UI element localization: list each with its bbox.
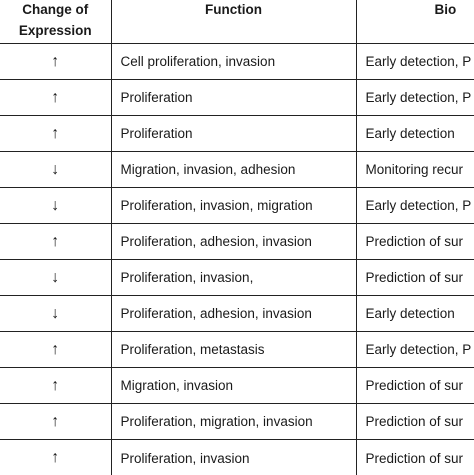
function-cell: Cell proliferation, invasion xyxy=(111,44,356,80)
function-cell: Migration, invasion xyxy=(111,368,356,404)
biomarker-cell: Early detection xyxy=(356,116,474,152)
function-cell: Migration, invasion, adhesion xyxy=(111,152,356,188)
header-expression-line1: Change of xyxy=(22,2,88,17)
table-header xyxy=(0,0,474,44)
table-row xyxy=(0,296,474,332)
expression-change-cell: ↑ xyxy=(0,404,111,440)
biomarker-cell: Prediction of sur xyxy=(356,440,474,475)
expression-change-cell: ↑ xyxy=(0,44,111,80)
biomarker-cell: Early detection, P xyxy=(356,80,474,116)
table-row xyxy=(0,368,474,404)
biomarker-cell: Early detection, P xyxy=(356,188,474,224)
table-row xyxy=(0,404,474,440)
header-change-of-expression xyxy=(0,0,111,44)
biomarker-cell: Prediction of sur xyxy=(356,404,474,440)
table-row xyxy=(0,260,474,296)
function-cell: Proliferation xyxy=(111,80,356,116)
table-row xyxy=(0,440,474,475)
table-row xyxy=(0,152,474,188)
function-cell: Proliferation, invasion, xyxy=(111,260,356,296)
function-cell: Proliferation, migration, invasion xyxy=(111,404,356,440)
expression-change-cell: ↑ xyxy=(0,116,111,152)
function-cell: Proliferation, adhesion, invasion xyxy=(111,224,356,260)
table-row xyxy=(0,188,474,224)
biomarker-cell: Early detection, P xyxy=(356,44,474,80)
table-row xyxy=(0,44,474,80)
biomarker-cell: Early detection, P xyxy=(356,332,474,368)
table-row xyxy=(0,332,474,368)
expression-change-cell: ↑ xyxy=(0,80,111,116)
expression-change-cell: ↓ xyxy=(0,152,111,188)
table-row xyxy=(0,116,474,152)
header-expression-line2: Expression xyxy=(19,23,92,38)
table-row xyxy=(0,80,474,116)
expression-change-cell: ↓ xyxy=(0,260,111,296)
biomarker-cell: Prediction of sur xyxy=(356,224,474,260)
biomarker-cell: Prediction of sur xyxy=(356,260,474,296)
table-row xyxy=(0,224,474,260)
expression-change-cell: ↑ xyxy=(0,440,111,475)
expression-change-cell: ↑ xyxy=(0,224,111,260)
function-cell: Proliferation, invasion, migration xyxy=(111,188,356,224)
function-cell: Proliferation xyxy=(111,116,356,152)
header-row xyxy=(0,0,474,44)
header-function: Function xyxy=(111,0,356,44)
expression-change-cell: ↑ xyxy=(0,368,111,404)
expression-change-cell: ↓ xyxy=(0,188,111,224)
biomarker-cell: Monitoring recur xyxy=(356,152,474,188)
biomarker-cell: Prediction of sur xyxy=(356,368,474,404)
table-body xyxy=(0,44,474,475)
expression-change-cell: ↓ xyxy=(0,296,111,332)
header-biomarker: Bio xyxy=(356,0,474,44)
biomarker-cell: Early detection xyxy=(356,296,474,332)
function-cell: Proliferation, metastasis xyxy=(111,332,356,368)
expression-change-cell: ↑ xyxy=(0,332,111,368)
function-cell: Proliferation, invasion xyxy=(111,440,356,475)
function-cell: Proliferation, adhesion, invasion xyxy=(111,296,356,332)
